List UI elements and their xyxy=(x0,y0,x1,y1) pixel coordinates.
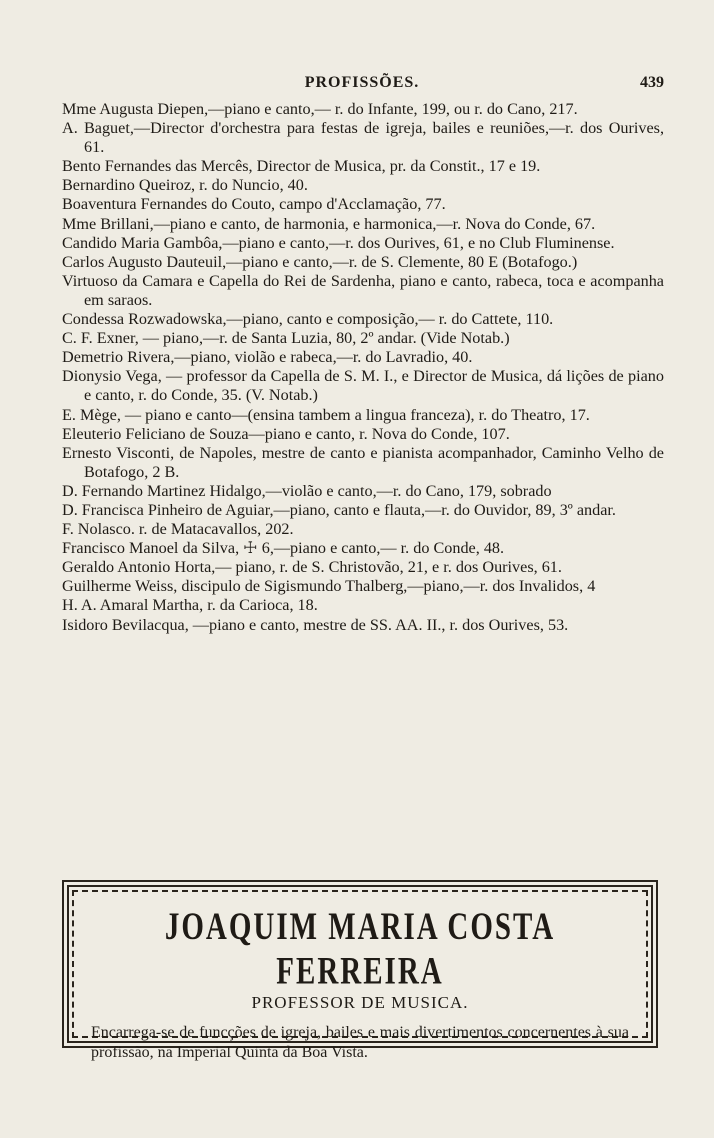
list-item: Guilherme Weiss, discipulo de Sigismundo Thalberg,—piano,—r. dos Invalidos, 4 xyxy=(62,577,596,596)
list-item: Isidoro Bevilacqua, —piano e canto, mestre de SS. AA. II., r. dos Ourives, 53. xyxy=(62,615,569,634)
list-item: Boaventura Fernandes do Couto, campo d'Acclamação, 77. xyxy=(62,195,446,214)
directory-list xyxy=(62,100,664,635)
list-item: Mme Brillani,—piano e canto, de harmonia, e harmonica,—r. Nova do Conde, 67. xyxy=(62,214,596,233)
list-item: Virtuoso da Camara e Capella do Rei de Sardenha, piano e canto, rabeca, toca e acompanha em saraos. xyxy=(62,271,664,309)
list-item: C. F. Exner, — piano,—r. de Santa Luzia, 80, 2º andar. (Vide Notab.) xyxy=(62,329,510,348)
advertiser-role: PROFESSOR DE MUSICA. xyxy=(251,993,469,1012)
list-item: Candido Maria Gambôa,—piano e canto,—r. dos Ourives, 61, e no Club Fluminense. xyxy=(62,233,615,252)
list-item: Eleuterio Feliciano de Souza—piano e canto, r. Nova do Conde, 107. xyxy=(62,424,510,443)
list-item: Bernardino Queiroz, r. do Nuncio, 40. xyxy=(62,176,308,195)
advertisement-content xyxy=(91,901,629,1061)
list-item: Mme Augusta Diepen,—piano e canto,— r. do Infante, 199, ou r. do Cano, 217. xyxy=(62,100,578,118)
advertiser-name: JOAQUIM MARIA COSTA FERREIRA xyxy=(164,905,556,993)
list-item: Francisco Manoel da Silva, ☩ 6,—piano e canto,— r. do Conde, 48. xyxy=(62,539,505,558)
list-item: H. A. Amaral Martha, r. da Carioca, 18. xyxy=(62,596,318,615)
list-item: E. Mège, — piano e canto—(ensina tambem a lingua franceza), r. do Theatro, 17. xyxy=(62,405,590,424)
advertisement-text: Encarrega-se de funcções de igreja, bailes e mais divertimentos concernentes à sua profissão, na Imperial Quinta da Boa Vista. xyxy=(91,1024,629,1061)
list-item: Geraldo Antonio Horta,— piano, r. de S. Christovão, 21, e r. dos Ourives, 61. xyxy=(62,558,562,577)
list-item: F. Nolasco. r. de Matacavallos, 202. xyxy=(62,520,294,539)
list-item: Ernesto Visconti, de Napoles, mestre de canto e pianista acompanhador, Caminho Velho de Botafogo, 2 B. xyxy=(62,443,664,481)
page-header xyxy=(60,74,664,96)
list-item: Dionysio Vega, — professor da Capella de S. M. I., e Director de Musica, dá lições de piano e canto, r. do Conde, 35. (V. Notab.) xyxy=(62,367,664,405)
list-item: A. Baguet,—Director d'orchestra para festas de igreja, bailes e reuniões,—r. dos Ourives, 61. xyxy=(62,119,664,157)
list-item: D. Francisca Pinheiro de Aguiar,—piano, canto e flauta,—r. do Ouvidor, 89, 3º andar. xyxy=(62,500,616,519)
list-item: Carlos Augusto Dauteuil,—piano e canto,—r. de S. Clemente, 80 E (Botafogo.) xyxy=(62,252,578,271)
list-item: Bento Fernandes das Mercês, Director de Musica, pr. da Constit., 17 e 19. xyxy=(62,157,541,176)
list-item: Demetrio Rivera,—piano, violão e rabeca,—r. do Lavradio, 40. xyxy=(62,348,473,367)
list-item: Condessa Rozwadowska,—piano, canto e composição,— r. do Cattete, 110. xyxy=(62,310,554,329)
page-number: 439 xyxy=(640,74,664,91)
advertisement-box xyxy=(62,880,658,1061)
list-item: D. Fernando Martinez Hidalgo,—violão e canto,—r. do Cano, 179, sobrado xyxy=(62,481,552,500)
page-title: PROFISSÕES. xyxy=(304,74,420,91)
